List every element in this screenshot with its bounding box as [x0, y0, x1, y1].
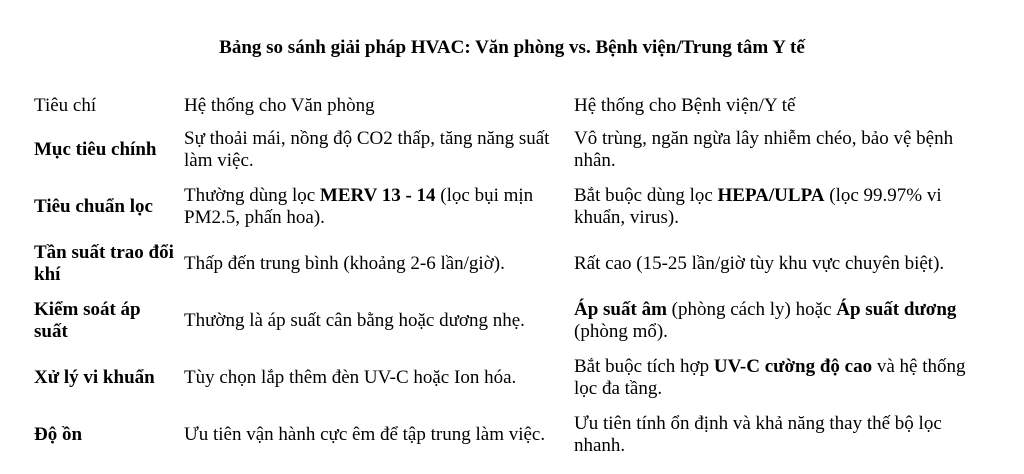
table-row [30, 121, 996, 178]
row-criterion: Độ ồn [34, 423, 83, 445]
cell-text: (phòng mổ). [574, 320, 668, 342]
row-office-cell: Thường là áp suất cân bằng hoặc dương nhẹ. [184, 309, 525, 331]
cell-emphasis: UV-C cường độ cao [713, 355, 873, 377]
row-hospital-cell [570, 178, 996, 235]
header-criterion: Tiêu chí [34, 95, 97, 116]
row-criterion: Kiểm soát áp suất [34, 298, 141, 342]
row-hospital-cell [570, 292, 996, 349]
cell-text: (phòng cách ly) hoặc [666, 298, 837, 320]
table-row [30, 292, 996, 349]
cell-text: Thường dùng lọc [184, 184, 320, 206]
row-office-cell: Sự thoải mái, nồng độ CO2 thấp, tăng năng suất làm việc. [184, 127, 550, 171]
table-row [30, 406, 996, 463]
cell-emphasis: Áp suất âm [574, 298, 667, 320]
cell-emphasis: Áp suất dương [836, 298, 957, 320]
table-row [30, 235, 996, 292]
row-office-cell: Ưu tiên vận hành cực êm để tập trung làm việc. [184, 423, 546, 445]
cell-emphasis: MERV 13 - 14 [319, 184, 436, 206]
table-row [30, 349, 996, 406]
table-row [30, 178, 996, 235]
cell-text: Bắt buộc tích hợp [574, 355, 714, 377]
row-criterion: Xử lý vi khuẩn [34, 366, 155, 388]
row-hospital-cell: Ưu tiên tính ổn định và khả năng thay thế bộ lọc nhanh. [574, 412, 942, 456]
header-hospital: Hệ thống cho Bệnh viện/Y tế [574, 95, 796, 116]
cell-text: Bắt buộc dùng lọc [574, 184, 718, 206]
row-office-cell [180, 178, 570, 235]
cell-emphasis: HEPA/ULPA [717, 184, 825, 206]
row-hospital-cell: Rất cao (15-25 lần/giờ tùy khu vực chuyên biệt). [574, 252, 945, 274]
row-criterion: Tiêu chuẩn lọc [34, 195, 153, 217]
comparison-table [30, 91, 996, 463]
header-office: Hệ thống cho Văn phòng [184, 95, 375, 116]
row-hospital-cell: Vô trùng, ngăn ngừa lây nhiễm chéo, bảo vệ bệnh nhân. [574, 127, 954, 171]
row-criterion: Mục tiêu chính [34, 138, 157, 160]
page-title: Bảng so sánh giải pháp HVAC: Văn phòng vs. Bệnh viện/Trung tâm Y tế [219, 37, 805, 58]
row-office-cell: Thấp đến trung bình (khoảng 2-6 lần/giờ). [184, 252, 505, 274]
row-hospital-cell [570, 349, 996, 406]
cell-text: (lọc bụi mịn PM2.5, phấn hoa). [184, 184, 534, 228]
row-criterion: Tần suất trao đổi khí [34, 241, 174, 285]
table-header-row [30, 91, 996, 121]
cell-text: và hệ thống lọc đa tầng. [574, 355, 966, 399]
row-office-cell: Tùy chọn lắp thêm đèn UV-C hoặc Ion hóa. [184, 366, 517, 388]
cell-text: (lọc 99.97% vi khuẩn, virus). [574, 184, 942, 228]
